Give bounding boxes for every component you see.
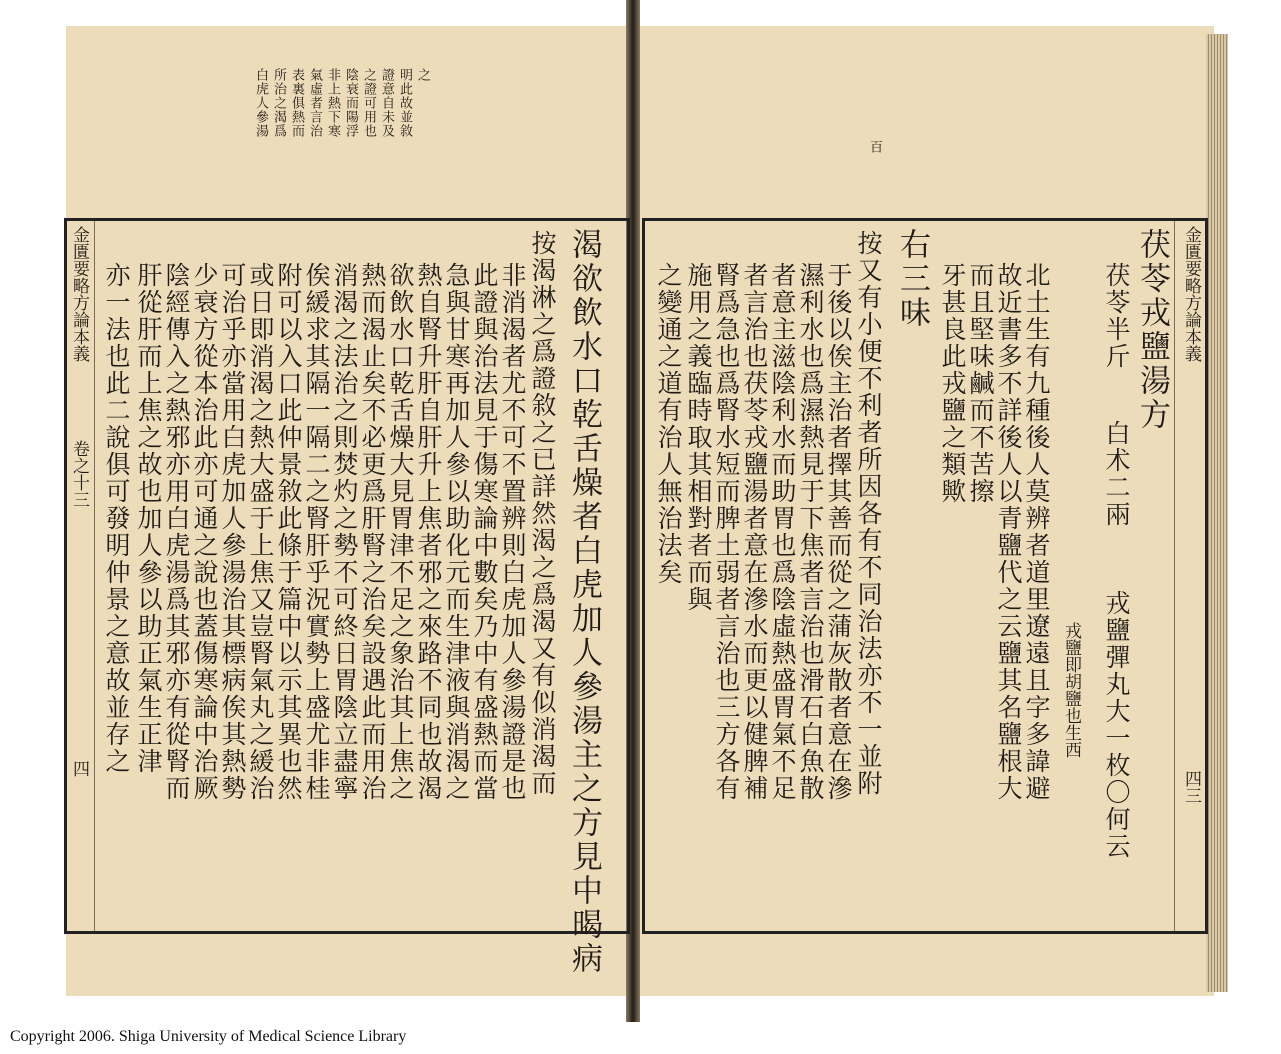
column-rule <box>94 221 95 931</box>
copyright-notice: Copyright 2006. Shiga University of Medical Science Library <box>10 1028 407 1045</box>
left-col-4: 此證與治法見于傷寒論中數矣乃中有盛熱而當 <box>470 262 499 802</box>
right-col-7: 按又有小便不利者所因各有不同治法亦不一並附 <box>854 230 883 797</box>
ingredient-rongyan: 戎鹽彈丸大一枚〇何云 <box>1102 590 1131 860</box>
right-col-8: 于後以俟主治者擇其善而從之蒲灰散者意在滲 <box>824 262 853 802</box>
recipe-title: 茯苓戎鹽湯方 <box>1134 228 1170 432</box>
left-header-note: 之證可用也 <box>361 68 376 138</box>
left-col-6: 熱自腎升肝自肝升上焦者邪之來路不同也故渴 <box>414 262 443 802</box>
right-page-number: 四三 <box>1181 770 1201 804</box>
right-col-10: 者意主滋陰利水而助胃也爲陰虛熱盛胃氣不足 <box>768 262 797 802</box>
left-page-number: 四 <box>69 760 89 777</box>
left-header-note: 所治之渴爲 <box>271 68 286 138</box>
right-col-13: 施用之義臨時取其相對者而與 <box>684 262 713 613</box>
left-col-11: 附可以入口此仲景敘此條于篇中以示其異也然 <box>274 262 303 802</box>
right-col-2: 北土生有九種後人莫辨者道里遼遠且字多諱避 <box>1022 262 1051 802</box>
left-col-17: 亦一法也此二說俱可發明仲景之意故並存之 <box>102 262 131 775</box>
left-col-16: 肝從肝而上焦之故也加人參以助正氣生正津 <box>134 262 163 775</box>
right-col-5: 牙甚良此戎鹽之類歟 <box>938 262 967 505</box>
left-col-13: 可治乎亦當用白虎加人參湯治其標病俟其熱勢 <box>218 262 247 802</box>
left-col-12: 或日即消渴之熱大盛于上焦又豈腎氣丸之緩治 <box>246 262 275 802</box>
right-col-9: 濕利水也爲濕熱見于下焦者言治也滑石白魚散 <box>796 262 825 802</box>
right-col-4: 而且堅味鹹而不苦擦 <box>966 262 995 505</box>
left-col-7: 欲飲水口乾舌燥大見胃津不足之象治其上焦之 <box>386 262 415 802</box>
right-col-14: 之變通之道有治人無治法矣 <box>654 262 683 586</box>
left-col-5: 急與甘寒再加人參以助化元而生津液與消渴之 <box>442 262 471 802</box>
left-header-note: 明此故並敘 <box>397 68 412 138</box>
left-col-15: 陰經傳入之熱邪亦用白虎湯爲其邪亦有從腎而 <box>162 262 191 802</box>
ingredient-fuling: 茯苓半斤 <box>1102 262 1131 370</box>
left-col-14: 少衰方從本治此亦可通之說也蓋傷寒論中治厥 <box>190 262 219 802</box>
page-edges <box>1206 34 1228 992</box>
left-col-8: 熱而渴止矣不必更爲肝腎之治矣設遇此而用治 <box>358 262 387 802</box>
left-book-title: 金匱要略方論本義 <box>69 226 89 362</box>
left-header-note: 氣虛者言治 <box>307 68 322 138</box>
left-col-9: 消渴之法治之則焚灼之勢不可終日胃陰立盡寧 <box>330 262 359 802</box>
left-col-1: 渴欲飲水口乾舌燥者白虎加人參湯主之方見中暍病 <box>566 228 602 976</box>
column-rule <box>1174 221 1175 931</box>
left-col-10: 俟緩求其隔一隔二之腎肝乎況實勢上盛尤非桂 <box>302 262 331 802</box>
right-col-12: 腎爲急也爲腎水短而脾土弱者言治也三方各有 <box>712 262 741 802</box>
right-col-1: 戎鹽即胡鹽也生西 <box>1061 622 1081 758</box>
left-chapter-label: 卷之十三 <box>69 440 89 508</box>
left-col-2: 按渴淋之爲證敘之已詳然渴之爲渴又有似消渴而 <box>528 230 557 797</box>
right-book-title: 金匱要略方論本義 <box>1181 226 1201 362</box>
right-header-note: 百 <box>867 140 882 154</box>
left-col-3: 非消渴者尤不可不置辨則白虎加人參湯證是也 <box>498 262 527 802</box>
left-header-note: 表裏俱熱而 <box>289 68 304 138</box>
left-header-note: 證意自未及 <box>379 68 394 138</box>
right-col-6: 右三味 <box>894 228 930 330</box>
left-header-note: 陰衰而陽浮 <box>343 68 358 138</box>
ingredient-baizhu: 白术二兩 <box>1102 420 1131 528</box>
left-header-note: 非上熱下寒 <box>325 68 340 138</box>
right-col-11: 者言治也茯苓戎鹽湯者意在滲水而更以健脾補 <box>740 262 769 802</box>
right-col-3: 故近書多不詳後人以青鹽代之云鹽其名鹽根大 <box>994 262 1023 802</box>
left-header-note: 白虎人參湯 <box>253 68 268 138</box>
left-header-note: 之 <box>415 68 430 82</box>
